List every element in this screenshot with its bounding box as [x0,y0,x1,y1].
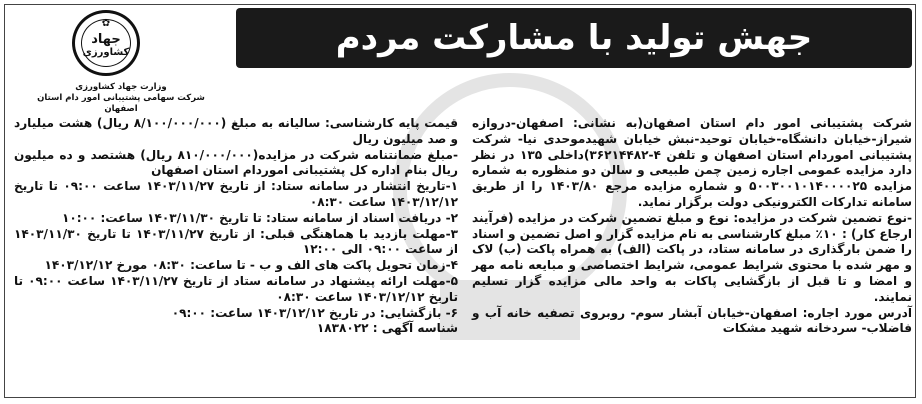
headline-banner [236,8,912,68]
guarantee-amount: -مبلغ ضمانتنامه شرکت در مزایده(۸۱۰/۰۰۰/۰۰۰ ریال) هشتصد و ده میلیون ریال بنام اداره کل پشتیبانی اموردام استان اصفهان [14,147,458,178]
announcement-intro: شرکت پشتیبانی امور دام استان اصفهان(به نشانی: اصفهان-دروازه شیراز-خیابان دانشگاه-خیابان توحید-نبش خیابان شهیدموحدی نیا- شرکت پشتیبانی اموردام استان اصفهان و تلفن ۴-۳۶۲۱۴۴۸۲)داخلی ۱۳۵ در نظر دارد مزایده عمومی اجاره زمین چمن طبیعی و سالن دو منظوره به شماره مزایده ۵۰۰۳۰۰۱۰۱۴۰۰۰۰۲۵ و شماره مزایده مرجع ۱۴۰۳/۸۰ را از طریق سامانه تدارکات الکترونیکی دولت برگزار نماید. [472,116,913,209]
ad-id: شناسه آگهی : ۱۸۳۸۰۲۲ [316,321,458,336]
details-column [14,116,458,337]
visit-deadline: ۳-مهلت بازدید با هماهنگی قبلی: از تاریخ ۱۴۰۳/۱۱/۲۷ تا تاریخ ۱۴۰۳/۱۱/۳۰ از ساعت ۰۹:۰۰ الی ۱۲:۰۰ [14,226,458,257]
main-announcement-column [472,116,912,337]
leaf-icon: ✿ [101,18,111,29]
ministry-name: وزارت جهاد کشاورزی [75,82,167,92]
document-receipt: ۲- دریافت اسناد از سامانه ستاد: تا تاریخ ۱۴۰۳/۱۱/۳۰ ساعت: ۱۰:۰۰ [61,210,458,225]
logo-text-1: جهاد [91,32,121,47]
base-price: قیمت پایه کارشناسی: سالیانه به مبلغ (۸/۱۰۰/۰۰۰/۰۰۰ ریال) هشت میلیارد و صد میلیون ریال [14,116,458,146]
proposal-deadline: ۵-مهلت ارائه پیشنهاد در سامانه ستاد از تاریخ ۱۴۰۳/۱۱/۲۷ ساعت ۰۹:۰۰ تا تاریخ ۱۴۰۳/۱۲/۱۲ ساعت ۰۸:۳۰ [14,273,458,304]
company-name: شرکت سهامی پشتیبانی امور دام استان اصفهان [37,93,205,114]
lease-address: آدرس مورد اجاره: اصفهان-خیابان آبشار سوم- روبروی تصفیه خانه آب و فاضلاب- سردخانه شهید مشکات [472,305,912,336]
logo-text-2: کشاورزی [82,47,130,58]
logo-block [12,6,222,114]
headline-title: جهش تولید با مشارکت مردم [335,18,813,58]
jahad-logo-icon [72,10,140,76]
guarantee-paragraph: -نوع تضمین شرکت در مزایده: نوع و مبلغ تضمین شرکت در مزایده (فرآیند ارجاع کار) : ۱۰٪ مبلغ کارشناسی به نام مزایده گزار و اصل تضمین و اسناد را ضمن بارگذاری در سامانه ستاد، در پاکت (الف) به همراه پاکت (ب) لاک و مهر شده با محتوی شرایط عمومی، شرایط اختصاصی و مبایعه نامه مهر و امضا و تا قبل از بازگشایی پاکات به واحد مالی مزایده گزار تسلیم نمایند. [472,210,912,304]
opening-date: ۶- بازگشایی: در تاریخ ۱۴۰۳/۱۲/۱۲ ساعت: ۰۹:۰۰ [171,305,458,320]
packet-delivery: ۴-زمان تحویل پاکت های الف و ب - تا ساعت: ۰۸:۳۰ مورخ ۱۴۰۳/۱۲/۱۲ [44,258,458,273]
publish-date: ۱-تاریخ انتشار در سامانه ستاد: از تاریخ ۱۴۰۳/۱۱/۲۷ ساعت ۰۹:۰۰ تا تاریخ ۱۴۰۳/۱۲/۱۲ ساعت ۰۸:۳۰ [14,179,458,209]
